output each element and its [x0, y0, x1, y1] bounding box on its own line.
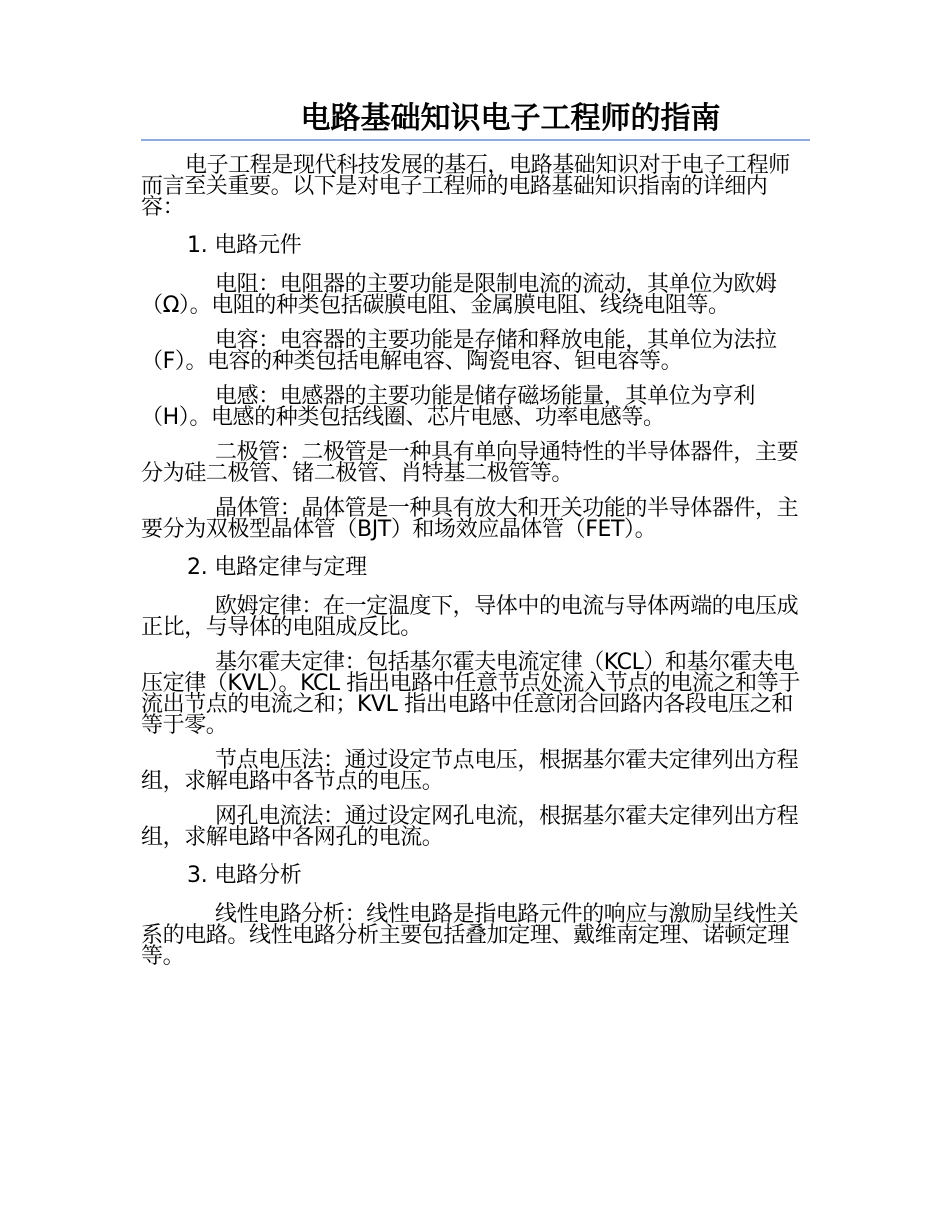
section-heading-laws: 2. 电路定律与定理 — [187, 555, 367, 580]
document-title: 电路基础知识电子工程师的指南 — [300, 101, 721, 136]
section-heading-analysis: 3. 电路分析 — [187, 863, 302, 888]
paragraph-inductor: 电感：电感器的主要功能是储存磁场能量，其单位为亨利（H）。电感的种类包括线圈、芯片电感、功率电感等。 — [141, 384, 756, 430]
paragraph-linear-analysis: 线性电路分析：线性电路是指电路元件的响应与激励呈线性关系的电路。线性电路分析主要包括叠加定理、戴维南定理、诺顿定理等。 — [141, 902, 799, 969]
paragraph-diode: 二极管：二极管是一种具有单向导通特性的半导体器件，主要分为硅二极管、锗二极管、肖特基二极管等。 — [141, 440, 799, 486]
paragraph-node-voltage: 节点电压法：通过设定节点电压，根据基尔霍夫定律列出方程组，求解电路中各节点的电压。 — [141, 748, 799, 794]
title-underline — [141, 139, 810, 141]
paragraph-capacitor: 电容：电容器的主要功能是存储和释放电能，其单位为法拉（F）。电容的种类包括电解电容、陶瓷电容、钽电容等。 — [141, 328, 777, 374]
document-page — [141, 100, 810, 981]
paragraph-resistor: 电阻：电阻器的主要功能是限制电流的流动，其单位为欧姆（Ω）。电阻的种类包括碳膜电阻、金属膜电阻、线绕电阻等。 — [141, 272, 777, 318]
paragraph-ohms-law: 欧姆定律：在一定温度下，导体中的电流与导体两端的电压成正比，与导体的电阻成反比。 — [141, 594, 799, 640]
intro-paragraph: 电子工程是现代科技发展的基石，电路基础知识对于电子工程师而言至关重要。以下是对电子工程师的电路基础知识指南的详细内容： — [141, 153, 790, 220]
section-heading-components: 1. 电路元件 — [187, 233, 302, 258]
paragraph-kirchhoff: 基尔霍夫定律：包括基尔霍夫电流定律（KCL）和基尔霍夫电压定律（KVL）。KCL 指出电路中任意节点处流入节点的电流之和等于流出节点的电流之和；KVL 指出电路中任意闭合回路内各段电压之和等于零。 — [141, 650, 800, 738]
paragraph-mesh-current: 网孔电流法：通过设定网孔电流，根据基尔霍夫定律列出方程组，求解电路中各网孔的电流。 — [141, 804, 799, 850]
paragraph-transistor: 晶体管：晶体管是一种具有放大和开关功能的半导体器件，主要分为双极型晶体管（BJT）和场效应晶体管（FET）。 — [141, 496, 799, 542]
